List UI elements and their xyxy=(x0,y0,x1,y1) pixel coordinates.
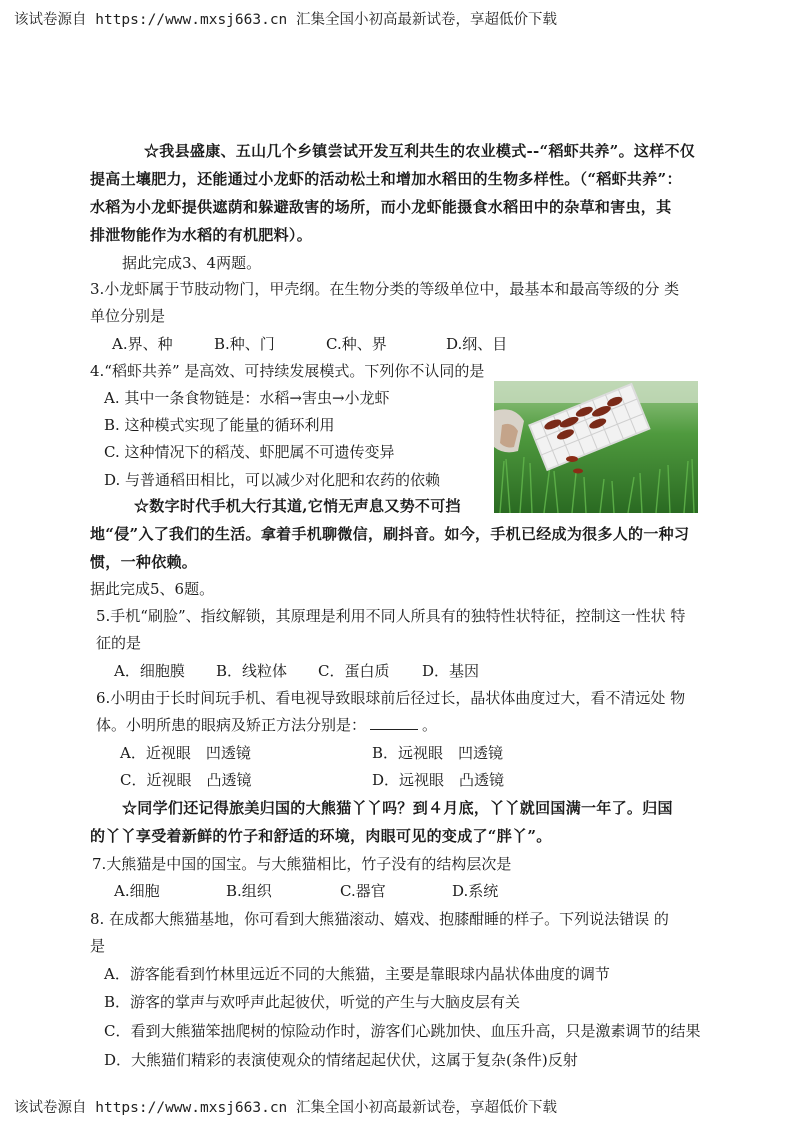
q6-stem-end: 。 xyxy=(422,716,438,734)
q5-stem-line-2: 征的是 xyxy=(96,634,142,652)
q8-option-a: A．游客能看到竹林里远近不同的大熊猫，主要是靠眼球内晶状体曲度的调节 xyxy=(104,965,610,983)
q8-stem-line-2: 是 xyxy=(90,937,106,955)
q3-stem-line-2: 单位分别是 xyxy=(90,307,166,325)
intro2-line-3: 惯，一种依赖。 xyxy=(90,553,198,571)
q6-answer-blank[interactable] xyxy=(370,715,418,730)
q4-option-d: D. 与普通稻田相比，可以减少对化肥和农药的依赖 xyxy=(104,471,441,489)
q7-option-d: D.系统 xyxy=(452,882,499,900)
q3-option-d: D.纲、目 xyxy=(446,335,508,353)
q6-stem-line-2 xyxy=(96,714,437,735)
q3-option-c: C.种、界 xyxy=(326,335,387,353)
q7-option-a: A.细胞 xyxy=(114,882,160,900)
footer-banner xyxy=(14,1096,557,1117)
q6-stem-text: 体。小明所患的眼病及矫正方法分别是： xyxy=(96,716,367,734)
intro1-line-1: ☆我县盛康、五山几个乡镇尝试开发互利共生的农业模式--“稻虾共养”。这样不仅 xyxy=(144,142,696,160)
q4-option-b: B. 这种模式实现了能量的循环利用 xyxy=(104,416,335,434)
q6-option-c: C．近视眼 凸透镜 xyxy=(120,771,252,789)
footer-suffix: 汇集全国小初高最新试卷，享超低价下载 xyxy=(296,1100,558,1116)
q4-option-a: A. 其中一条食物链是：水稻→害虫→小龙虾 xyxy=(104,389,390,407)
intro1-line-3: 水稻为小龙虾提供遮荫和躲避敌害的场所，而小龙虾能摄食水稻田中的杂草和害虫，其 xyxy=(90,198,672,216)
q8-stem-line-1: 8. 在成都大熊猫基地，你可看到大熊猫滚动、嬉戏、抱膝酣睡的样子。下列说法错误 的 xyxy=(90,910,669,928)
intro3-line-1: ☆同学们还记得旅美归国的大熊猫丫丫吗？到４月底，丫丫就回国满一年了。归国 xyxy=(122,799,673,817)
q4-option-c: C. 这种情况下的稻茂、虾肥属不可遗传变异 xyxy=(104,443,395,461)
q5-option-d: D．基因 xyxy=(422,662,480,680)
q5-option-a: A．细胞膜 xyxy=(114,662,185,680)
photo-illustration xyxy=(494,381,698,513)
intro2-prompt: 据此完成5、6题。 xyxy=(90,580,215,598)
q5-option-c: C．蛋白质 xyxy=(318,662,390,680)
q8-option-d: D．大熊猫们精彩的表演使观众的情绪起起伏伏，这属于复杂(条件)反射 xyxy=(104,1051,578,1069)
q5-stem-line-1: 5.手机“刷脸”、指纹解锁，其原理是利用不同人所具有的独特性状特征，控制这一性状 特 xyxy=(96,607,686,625)
q3-option-b: B.种、门 xyxy=(214,335,275,353)
q7-stem: 7.大熊猫是中国的国宝。与大熊猫相比，竹子没有的结构层次是 xyxy=(92,855,512,873)
header-url[interactable]: https://www.mxsj663.cn xyxy=(95,12,288,28)
footer-url[interactable]: https://www.mxsj663.cn xyxy=(95,1100,288,1116)
footer-prefix: 该试卷源自 xyxy=(14,1100,87,1116)
q5-option-b: B．线粒体 xyxy=(216,662,288,680)
q6-option-b: B．远视眼 凹透镜 xyxy=(372,744,504,762)
rice-crayfish-photo xyxy=(494,381,698,513)
intro3-line-2: 的丫丫享受着新鲜的竹子和舒适的环境，肉眼可见的变成了“胖丫”。 xyxy=(90,827,552,845)
header-prefix: 该试卷源自 xyxy=(14,12,87,28)
q7-option-c: C.器官 xyxy=(340,882,386,900)
q3-option-a: A.界、种 xyxy=(112,335,173,353)
q8-option-b: B．游客的掌声与欢呼声此起彼伏，听觉的产生与大脑皮层有关 xyxy=(104,993,521,1011)
q8-option-c: C．看到大熊猫笨拙爬树的惊险动作时，游客们心跳加快、血压升高，只是激素调节的结果 xyxy=(104,1022,701,1040)
intro1-line-2: 提高土壤肥力，还能通过小龙虾的活动松土和增加水稻田的生物多样性。（“稻虾共养”： xyxy=(90,170,682,188)
q7-option-b: B.组织 xyxy=(226,882,272,900)
intro1-prompt: 据此完成3、4两题。 xyxy=(122,254,262,272)
header-banner xyxy=(14,8,557,29)
header-suffix: 汇集全国小初高最新试卷，享超低价下载 xyxy=(296,12,558,28)
q6-stem-line-1: 6.小明由于长时间玩手机、看电视导致眼球前后径过长，晶状体曲度过大，看不清远处 物 xyxy=(96,689,686,707)
q6-option-a: A．近视眼 凹透镜 xyxy=(120,744,251,762)
intro1-line-4: 排泄物能作为水稻的有机肥料）。 xyxy=(90,226,313,244)
intro2-line-2: 地“侵”入了我们的生活。拿着手机聊微信，刷抖音。如今，手机已经成为很多人的一种习 xyxy=(90,525,690,543)
q3-stem-line-1: 3.小龙虾属于节肢动物门，甲壳纲。在生物分类的等级单位中，最基本和最高等级的分 类 xyxy=(90,280,680,298)
q4-stem: 4.“稻虾共养” 是高效、可持续发展模式。下列你不认同的是 xyxy=(90,362,485,380)
q6-option-d: D．远视眼 凸透镜 xyxy=(372,771,505,789)
intro2-line-1: ☆数字时代手机大行其道,它悄无声息又势不可挡 xyxy=(134,497,461,515)
